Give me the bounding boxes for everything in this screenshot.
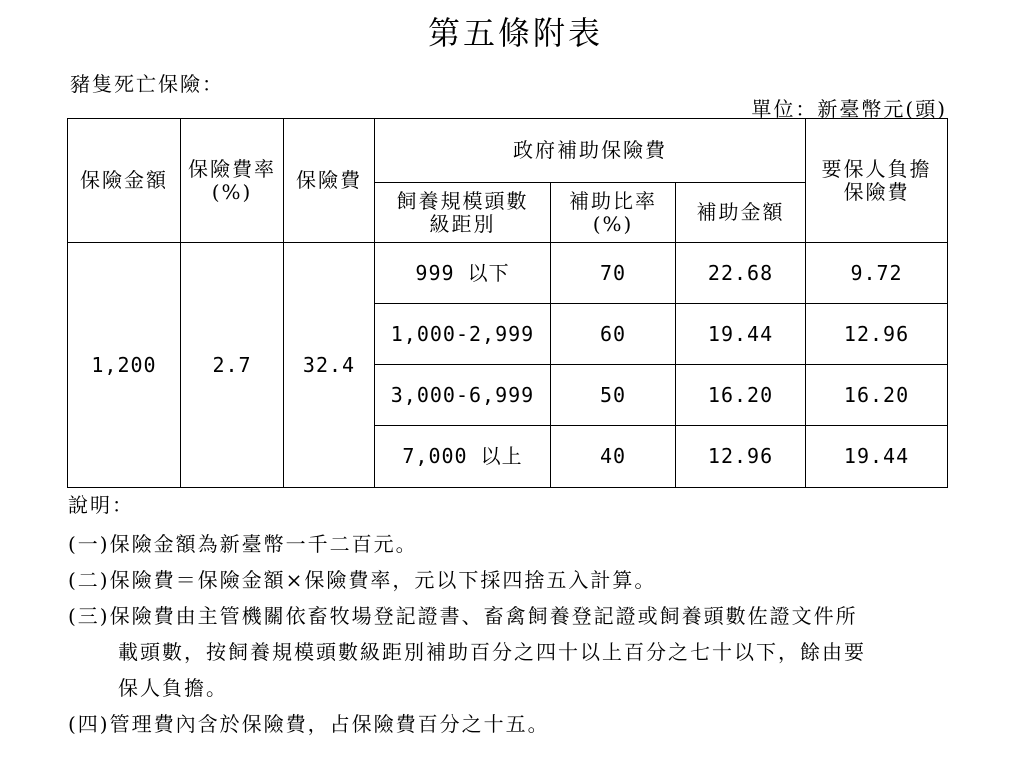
cell-scale: 3,000-6,999: [375, 365, 551, 426]
header-scale-text: 飼養規模頭數 級距別: [396, 188, 529, 236]
cell-ratio: 70: [551, 243, 676, 304]
notes-section: [68, 490, 948, 742]
cell-ratio: 60: [551, 304, 676, 365]
note-2: (二)保險費＝保險金額×保險費率，元以下採四捨五入計算。: [68, 568, 657, 592]
header-subsidy-ratio: [551, 183, 676, 243]
cell-scale: 7,000 以上: [375, 426, 551, 488]
header-premium-rate-text: 保險費率 (%): [188, 156, 276, 204]
table-row: [68, 243, 948, 304]
header-premium: 保險費: [284, 119, 375, 243]
cell-ratio: 40: [551, 426, 676, 488]
cell-ratio: 50: [551, 365, 676, 426]
header-insured-burden-text: 要保人負擔 保險費: [821, 156, 932, 204]
insurance-type-label: 豬隻死亡保險：: [70, 72, 224, 96]
header-insured-amount: 保險金額: [68, 119, 181, 243]
header-gov-subsidy: 政府補助保險費: [375, 119, 806, 183]
premium-table: [67, 118, 948, 488]
cell-premium-rate: 2.7: [181, 243, 284, 488]
header-insured-burden: [806, 119, 948, 243]
cell-insured: 12.96: [806, 304, 948, 365]
header-subsidy-ratio-text: 補助比率 (%): [569, 188, 657, 236]
cell-subsidy: 22.68: [676, 243, 806, 304]
cell-insured: 9.72: [806, 243, 948, 304]
note-4: (四)管理費內含於保險費，占保險費百分之十五。: [68, 712, 550, 736]
cell-subsidy: 12.96: [676, 426, 806, 488]
cell-insured-amount: 1,200: [68, 243, 181, 488]
unit-label: 單位：新臺幣元(頭): [751, 97, 947, 121]
cell-scale: 1,000-2,999: [375, 304, 551, 365]
cell-premium: 32.4: [284, 243, 375, 488]
notes-heading: 說明：: [68, 493, 134, 517]
note-3-continued: 載頭數，按飼養規模頭數級距別補助百分之四十以上百分之七十以下，餘由要: [118, 640, 866, 664]
header-subsidy-amount: 補助金額: [676, 183, 806, 243]
header-scale: [375, 183, 551, 243]
note-3: (三)保險費由主管機關依畜牧場登記證書、畜禽飼養登記證或飼養頭數佐證文件所: [68, 604, 858, 628]
note-1: (一)保險金額為新臺幣一千二百元。: [68, 532, 418, 556]
cell-insured: 16.20: [806, 365, 948, 426]
cell-insured: 19.44: [806, 426, 948, 488]
page-title: 第五條附表: [427, 14, 603, 52]
note-3-end: 保人負擔。: [118, 676, 228, 700]
header-premium-rate: [181, 119, 284, 243]
cell-scale: 999 以下: [375, 243, 551, 304]
cell-subsidy: 19.44: [676, 304, 806, 365]
cell-subsidy: 16.20: [676, 365, 806, 426]
